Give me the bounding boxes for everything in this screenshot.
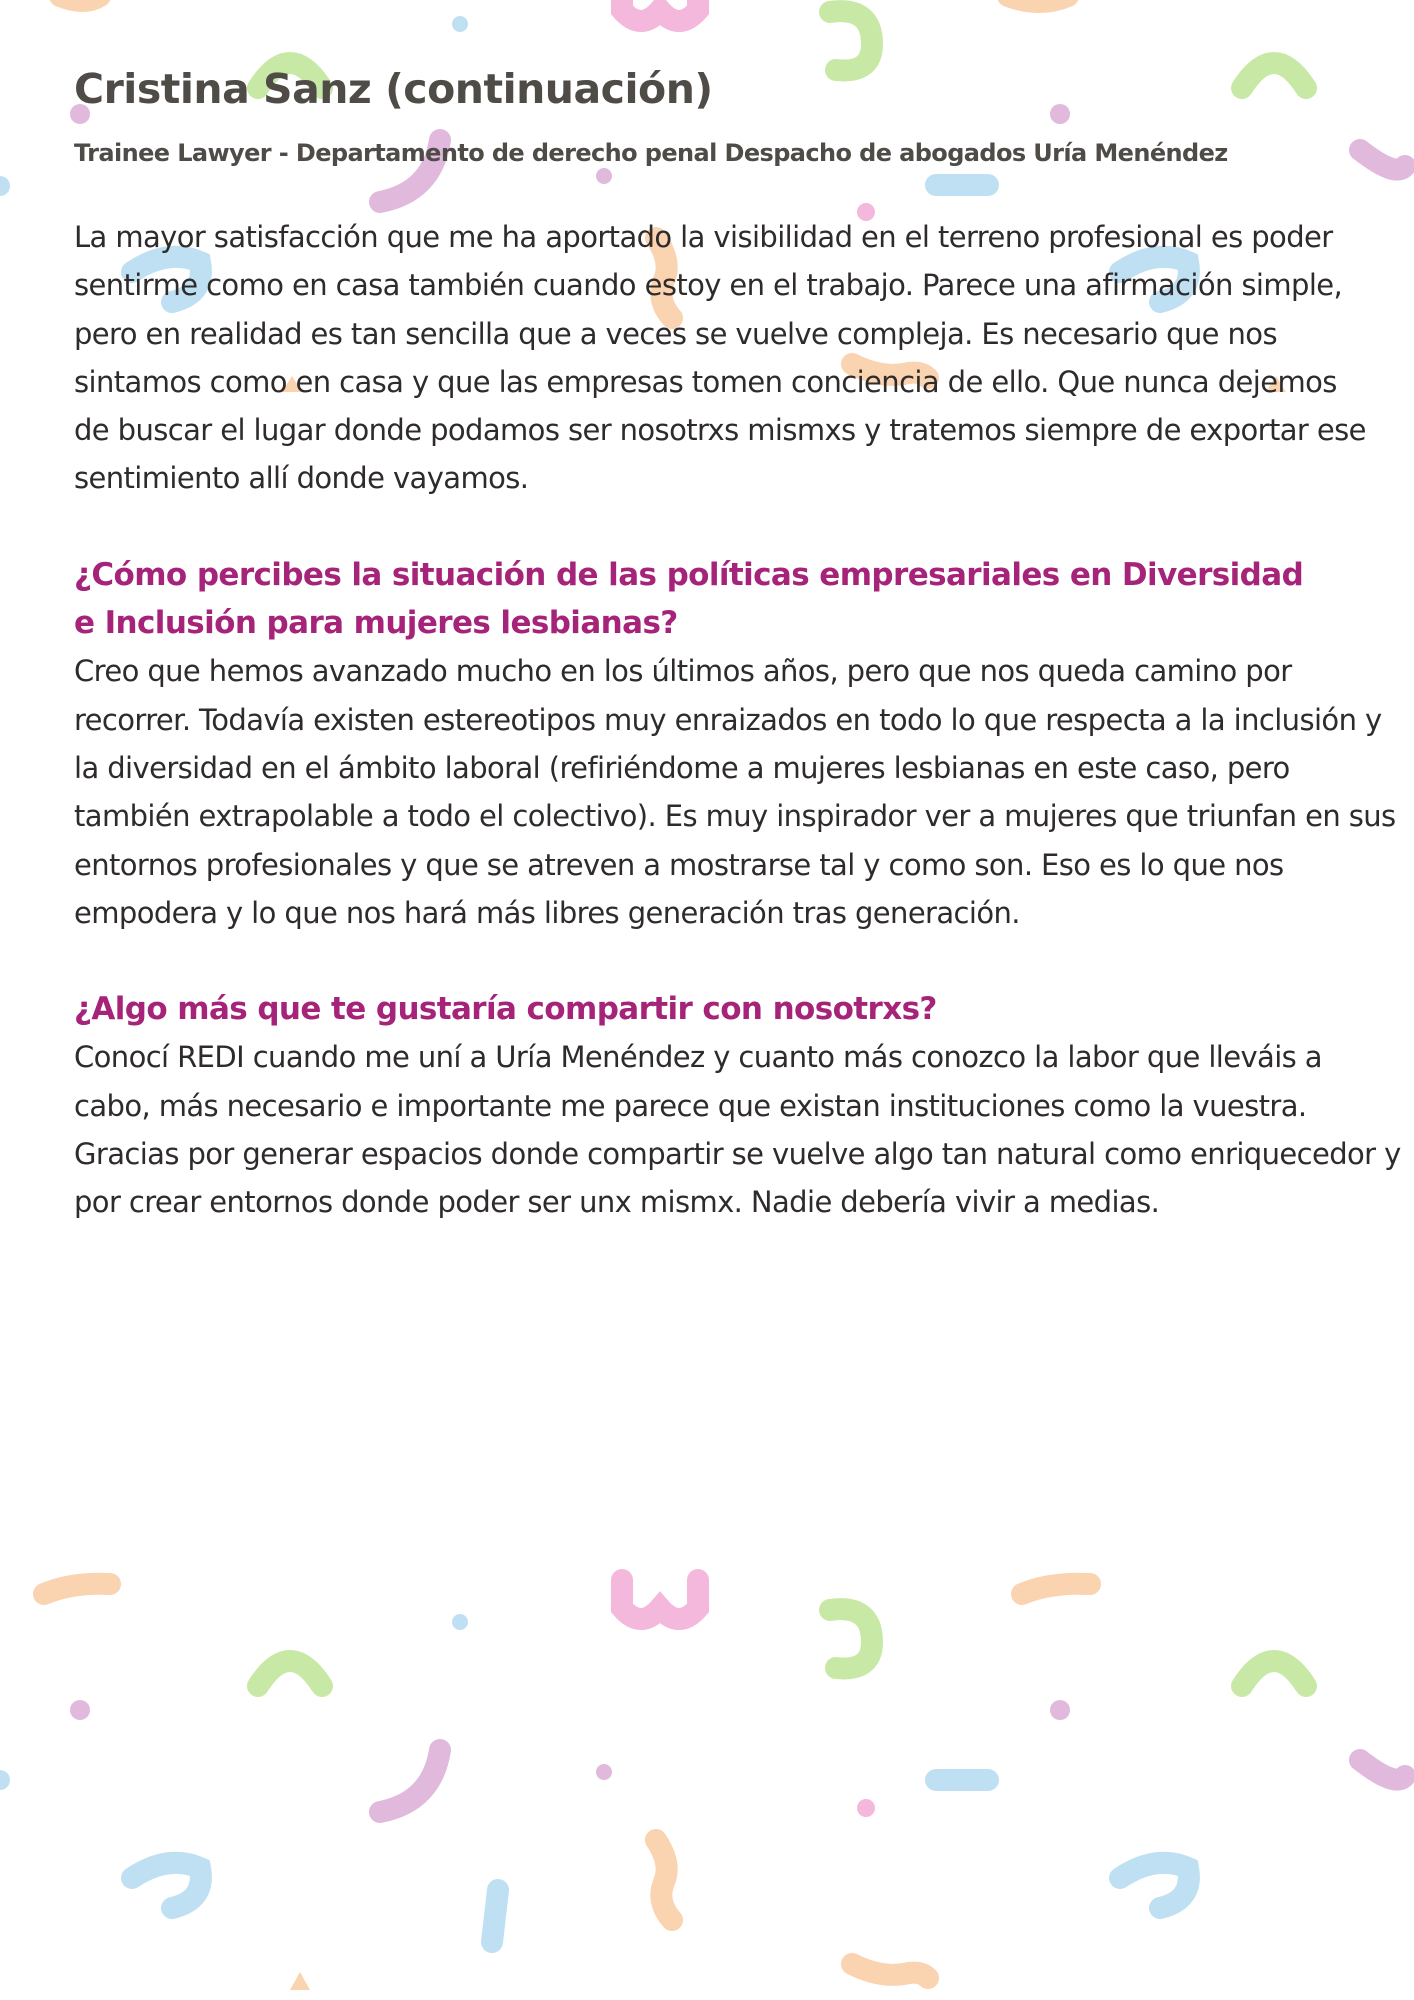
confetti-bottom-dots (0, 1614, 1070, 1990)
intro-paragraph: La mayor satisfacción que me ha aportado la visibilidad en el terreno profesional es poder sentirme como en casa también cuando estoy en el trabajo. Parece una afirmación simple, pero en realidad es tan sencilla que a veces se vuelve compleja. Es necesario que nos sintamos como en casa y que las empresas tomen conciencia de ello. Que nunca dejemos de buscar el lugar donde podamos ser nosotrxs mismxs y tratemos siempre de exportar ese sentimiento allí donde vayamos. (74, 220, 1366, 496)
answer-paragraph: Creo que hemos avanzado mucho en los últimos años, pero que nos queda camino por recorrer. Todavía existen estereotipos muy enraizados en todo lo que respecta a la inclusión y la diversidad en el ámbito laboral (refiriéndome a mujeres lesbianas en este caso, pero también extrapolable a todo el colectivo). Es muy inspirador ver a mujeres que triunfan en sus entornos profesionales y que se atreven a mostrarse tal y como son. Eso es lo que nos empodera y lo que nos hará más libres generación tras generación. (74, 654, 1396, 930)
page-title: Cristina Sanz (continuación) (74, 65, 713, 113)
job-subtitle: Trainee Lawyer - Departamento de derecho penal Despacho de abogados Uría Menéndez (74, 139, 1228, 167)
question-heading: ¿Algo más que te gustaría compartir con nosotrxs? (74, 991, 937, 1028)
answer-paragraph: Conocí REDI cuando me uní a Uría Menéndez y cuanto más conozco la labor que lleváis a cabo, más necesario e importante me parece que existan instituciones como la vuestra. Gracias por generar espacios donde compartir se vuelve algo tan natural como enriquecedor y por crear entornos donde poder ser unx mismx. Nadie debería vivir a medias. (74, 1040, 1401, 1220)
document-body (74, 60, 1404, 1227)
question-heading: ¿Cómo percibes la situación de las políticas empresariales en Diversidad e Inclusión para mujeres lesbianas? (74, 556, 1304, 642)
confetti-bottom-band (44, 1580, 1405, 1978)
